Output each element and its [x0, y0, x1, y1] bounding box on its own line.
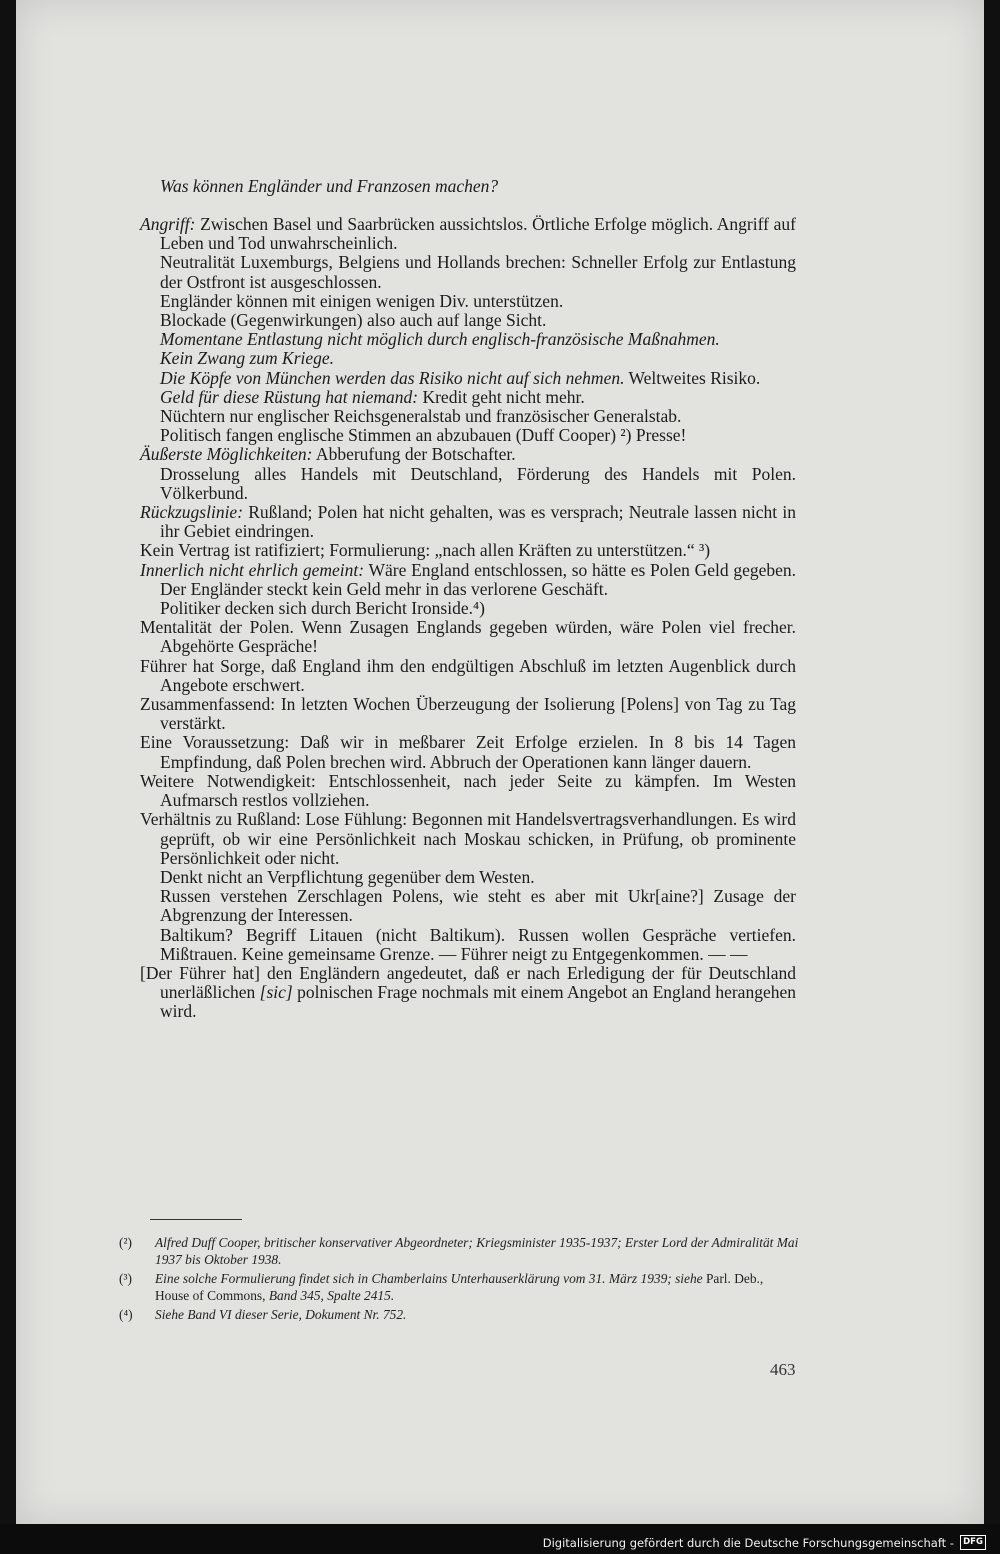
paragraph — [140, 215, 796, 253]
footnote-marker: (³) — [119, 1270, 132, 1286]
paragraph-label: Innerlich nicht ehrlich gemeint: — [140, 559, 365, 580]
paragraph — [140, 887, 796, 925]
paragraph — [140, 349, 796, 368]
paragraph-text: Weitere Notwendigkeit: Entschlossenheit, nach jeder Seite zu kämpfen. Im Westen Aufmarsch restlos vollziehen. — [140, 770, 796, 811]
paragraph — [140, 733, 796, 771]
paragraph — [140, 772, 796, 810]
paragraph-text: Politisch fangen englische Stimmen an abzubauen (Duff Cooper) ²) Presse! — [160, 425, 687, 446]
footnote-text: Eine solche Formulierung findet sich in Chamberlains Unterhauserklärung vom 31. März 1939; siehe — [155, 1270, 703, 1286]
paragraph-text: Blockade (Gegenwirkungen) also auch auf lange Sicht. — [160, 310, 547, 331]
paragraph — [140, 388, 796, 407]
paragraph-text: Rußland; Polen hat nicht gehalten, was es versprach; Neutrale lassen nicht in ihr Gebiet eindringen. — [160, 502, 796, 542]
paragraph — [140, 465, 796, 503]
paragraph-italic: Momentane Entlastung nicht möglich durch englisch-französische Maßnahmen. — [160, 329, 720, 350]
paragraph — [140, 868, 796, 887]
footnote — [119, 1306, 799, 1323]
paragraph — [140, 369, 796, 388]
paragraph-text: Wäre England entschlossen, so hätte es Polen Geld gegeben. Der Engländer steckt kein Geld mehr in das verlorene Geschäft. — [160, 559, 796, 599]
footnote — [119, 1234, 799, 1269]
paragraph-text: Zwischen Basel und Saarbrücken aussichtslos. Örtliche Erfolge möglich. Angriff auf Leben und Tod unwahrscheinlich. — [160, 214, 796, 254]
paragraph — [140, 330, 796, 349]
paragraph-text: polnischen Frage nochmals mit einem Angebot an England herangehen wird. — [160, 982, 796, 1022]
paragraph-text: Führer hat Sorge, daß England ihm den endgültigen Abschluß im letzten Augenblick durch Angebote erschwert. — [140, 655, 796, 695]
paragraph — [140, 810, 796, 868]
paragraph-text: Abberufung der Botschafter. — [312, 444, 516, 465]
paragraph-label: Rückzugslinie: — [140, 502, 244, 523]
paragraph-label: Äußerste Möglichkeiten: — [140, 444, 313, 465]
paragraph-italic: Geld für diese Rüstung hat niemand: — [160, 386, 419, 407]
paragraph — [140, 657, 796, 695]
paragraph-text: Neutralität Luxemburgs, Belgiens und Hollands brechen: Schneller Erfolg zur Entlastung der Ostfront ist ausgeschlossen. — [160, 252, 796, 292]
paragraph — [140, 407, 796, 426]
paragraph — [140, 618, 796, 656]
footnote-text: Siehe Band VI dieser Serie, Dokument Nr. 752. — [155, 1306, 407, 1322]
section-heading: Was können Engländer und Franzosen machen? — [160, 176, 499, 196]
paragraph-text: Kein Vertrag ist ratifiziert; Formulierung: „nach allen Kräften zu unterstützen.“ ³) — [140, 540, 711, 561]
paragraph — [140, 292, 796, 311]
footnote — [119, 1270, 799, 1305]
paragraph-text: Denkt nicht an Verpflichtung gegenüber dem Westen. — [160, 866, 535, 887]
paragraph — [140, 503, 796, 541]
footnotes — [119, 1234, 799, 1324]
footnote-text: Alfred Duff Cooper, britischer konservativer Abgeordneter; Kriegsminister 1935-1937; Erster Lord der Admiralität Mai 1937 bis Oktober 1938. — [155, 1235, 799, 1268]
footnote-marker: (²) — [119, 1235, 132, 1250]
paragraph-italic: [sic] — [255, 982, 293, 1003]
footnote-marker: (⁴) — [119, 1306, 133, 1322]
dfg-logo: DFG — [960, 1535, 986, 1550]
footnote-text: Band 345, Spalte 2415. — [265, 1288, 395, 1304]
paragraph — [140, 926, 796, 964]
paragraph-text: Verhältnis zu Rußland: Lose Fühlung: Begonnen mit Handelsvertragsverhandlungen. Es wird geprüft, ob wir eine Persönlichkeit nach Moskau schicken, in Prüfung, ob prominente Persönlichkeit oder nicht. — [140, 809, 796, 868]
paragraph — [140, 253, 796, 291]
footnote-rule — [150, 1219, 242, 1220]
paragraph-text: Nüchtern nur englischer Reichsgeneralstab und französischer Generalstab. — [160, 406, 682, 427]
paragraph — [140, 561, 796, 599]
paragraph-label: Angriff: — [140, 214, 196, 234]
paragraph — [140, 541, 796, 560]
paragraph-text: Kredit geht nicht mehr. — [418, 386, 585, 407]
paragraph-italic: Kein Zwang zum Kriege. — [160, 348, 335, 369]
paragraph-text: Weltweites Risiko. — [624, 367, 761, 388]
paragraph-text: Engländer können mit einigen wenigen Div. unterstützen. — [160, 290, 564, 311]
paragraph — [140, 964, 796, 1022]
paragraph-text: [Der Führer hat] den Engländern angedeutet, daß er nach Erledigung der für Deutschland unerläßlichen — [140, 962, 796, 1003]
footnote-text: Parl. Deb., House of Commons, — [155, 1270, 764, 1304]
paragraph — [140, 426, 796, 445]
paragraph-italic: Die Köpfe von München werden das Risiko nicht auf sich nehmen. — [160, 367, 625, 388]
paragraph-text: Politiker decken sich durch Bericht Ironside.⁴) — [160, 598, 485, 619]
paragraph — [140, 445, 796, 464]
paragraph — [140, 599, 796, 618]
paragraph-text: Drosselung alles Handels mit Deutschland, Förderung des Handels mit Polen. Völkerbund. — [160, 463, 796, 503]
paragraph — [140, 311, 796, 330]
paragraph — [140, 695, 796, 733]
paragraph-text: Baltikum? Begriff Litauen (nicht Baltikum). Russen wollen Gespräche vertiefen. Mißtrauen. Keine gemeinsame Grenze. — Führer neigt zu Entgegenkommen. — — — [160, 924, 796, 964]
paragraph-text: Russen verstehen Zerschlagen Polens, wie steht es aber mit Ukr[aine?] Zusage der Abgrenzung der Interessen. — [160, 886, 796, 926]
paragraph-text: Zusammenfassend: In letzten Wochen Überzeugung der Isolierung [Polens] von Tag zu Tag verstärkt. — [140, 694, 796, 734]
credit-text: Digitalisierung gefördert durch die Deutsche Forschungsgemeinschaft - — [542, 1536, 954, 1550]
paragraph-text: Mentalität der Polen. Wenn Zusagen Englands gegeben würden, wäre Polen viel frecher. Abgehörte Gespräche! — [140, 617, 796, 657]
page-number: 463 — [770, 1360, 796, 1379]
paragraph-text: Eine Voraussetzung: Daß wir in meßbarer Zeit Erfolge erzielen. In 8 bis 14 Tagen Empfindung, daß Polen brechen wird. Abbruch der Operationen kann länger dauern. — [140, 732, 796, 772]
body-text — [140, 215, 796, 1022]
